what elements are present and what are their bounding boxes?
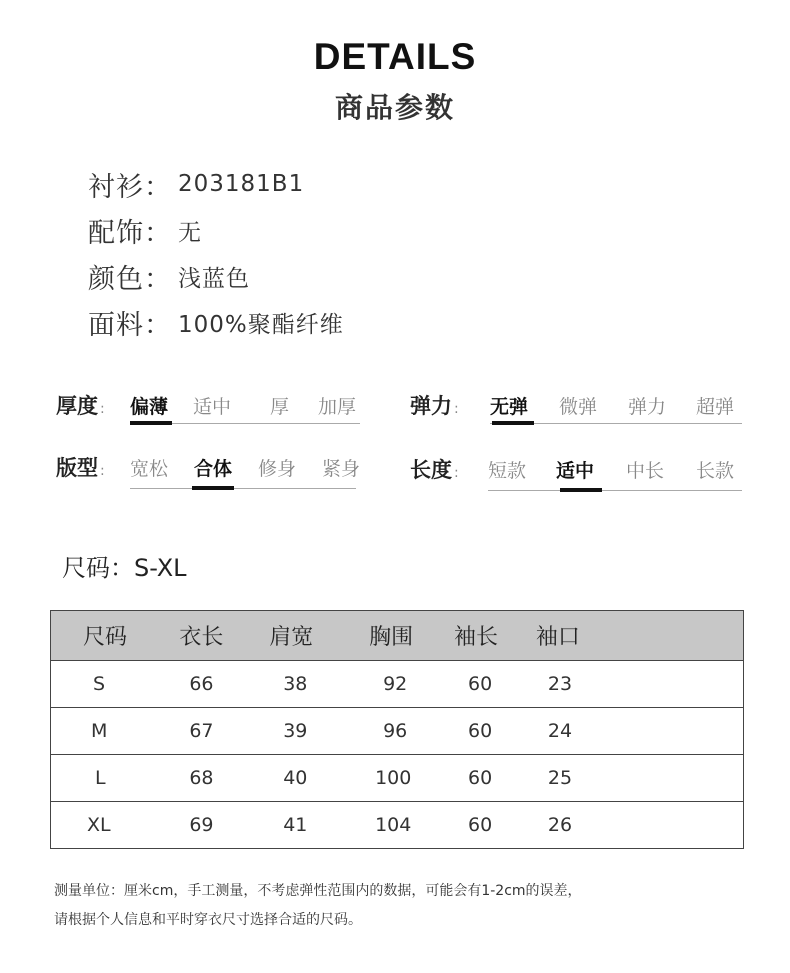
table-cell: S <box>51 661 176 708</box>
size-range-title: 尺码：S-XL <box>62 554 187 582</box>
table-cell: 40 <box>265 755 365 802</box>
table-cell: M <box>51 708 176 755</box>
spec-label: 面料： <box>88 309 172 341</box>
table-cell: 38 <box>265 661 365 708</box>
spec-row-shirt <box>88 166 304 202</box>
attr-option: 加厚 <box>318 396 357 418</box>
attr-thickness <box>56 384 366 444</box>
attr-option-selected: 无弹 <box>490 396 529 418</box>
spec-value: 100%聚酯纤维 <box>178 311 344 338</box>
table-header-cell: 袖口 <box>532 611 744 661</box>
spec-row-color <box>88 258 250 294</box>
table-header-cell: 胸围 <box>365 611 450 661</box>
spec-value: 无 <box>178 219 202 246</box>
attr-option: 适中 <box>193 396 232 418</box>
table-header-cell: 肩宽 <box>265 611 365 661</box>
attr-option: 短款 <box>488 460 527 482</box>
table-row <box>51 802 744 849</box>
spec-label: 衬衫： <box>88 171 172 203</box>
table-cell: 96 <box>365 708 450 755</box>
table-cell: 66 <box>175 661 265 708</box>
table-cell: 24 <box>532 708 744 755</box>
table-cell: 68 <box>175 755 265 802</box>
table-cell: 69 <box>189 814 214 836</box>
table-header-cell: 袖长 <box>450 611 532 661</box>
attr-elasticity <box>410 384 750 444</box>
measurement-note: 测量单位：厘米cm，手工测量，不考虑弹性范围内的数据，可能会有1-2cm的误差， <box>54 883 582 899</box>
attr-label: 版型 : <box>56 456 105 480</box>
table-cell: 41 <box>283 814 308 836</box>
table-cell: 60 <box>450 661 532 708</box>
attr-option: 中长 <box>626 460 665 482</box>
attr-option-selected: 适中 <box>556 460 595 482</box>
spec-label: 颜色： <box>88 263 172 295</box>
table-header-cell: 衣长 <box>175 611 265 661</box>
table-cell: 92 <box>365 661 450 708</box>
spec-row-accessory <box>88 212 202 248</box>
table-cell: 23 <box>532 661 744 708</box>
spec-value: 浅蓝色 <box>178 265 250 292</box>
attr-option: 微弹 <box>559 396 598 418</box>
attr-label: 弹力 : <box>410 394 459 418</box>
table-cell: 104 <box>375 814 412 836</box>
spec-label: 配饰： <box>88 217 172 249</box>
attr-selected-bar <box>560 488 602 492</box>
table-cell: XL <box>87 814 111 836</box>
table-row <box>51 755 744 802</box>
table-row <box>51 708 744 755</box>
table-cell: 26 <box>547 814 573 836</box>
table-row <box>51 661 744 708</box>
table-header-cell: 尺码 <box>51 611 176 661</box>
table-cell: 67 <box>175 708 265 755</box>
attr-track <box>488 490 742 491</box>
attr-selected-bar <box>130 421 172 425</box>
page-title-en: DETAILS <box>313 36 477 77</box>
page-title-cn: 商品参数 <box>334 91 455 124</box>
attr-option-selected: 偏薄 <box>130 396 169 418</box>
attr-option: 修身 <box>258 458 297 480</box>
attr-option-selected: 合体 <box>194 458 233 480</box>
attr-selected-bar <box>492 421 534 425</box>
attr-fit <box>56 446 366 506</box>
table-cell: 60 <box>450 708 532 755</box>
spec-row-fabric <box>88 304 344 340</box>
table-cell: 60 <box>467 814 493 836</box>
table-cell: 100 <box>365 755 450 802</box>
attr-selected-bar <box>192 486 234 490</box>
attr-label: 长度 : <box>410 458 459 482</box>
table-cell: 25 <box>532 755 744 802</box>
table-header-row <box>51 611 744 661</box>
attr-option: 超弹 <box>696 396 735 418</box>
attr-track <box>130 488 356 489</box>
size-advice-note: 请根据个人信息和平时穿衣尺寸选择合适的尺码。 <box>54 912 362 928</box>
attr-option: 长款 <box>696 460 735 482</box>
attr-label: 厚度 : <box>56 394 105 418</box>
attr-option: 紧身 <box>322 458 361 480</box>
attr-length <box>410 448 750 508</box>
attr-option: 厚 <box>270 396 290 418</box>
table-cell: 39 <box>265 708 365 755</box>
attr-option: 宽松 <box>130 458 169 480</box>
table-cell: L <box>51 755 176 802</box>
spec-value: 203181B1 <box>178 171 305 197</box>
attr-option: 弹力 <box>628 396 667 418</box>
table-cell: 60 <box>450 755 532 802</box>
size-table <box>50 610 744 849</box>
